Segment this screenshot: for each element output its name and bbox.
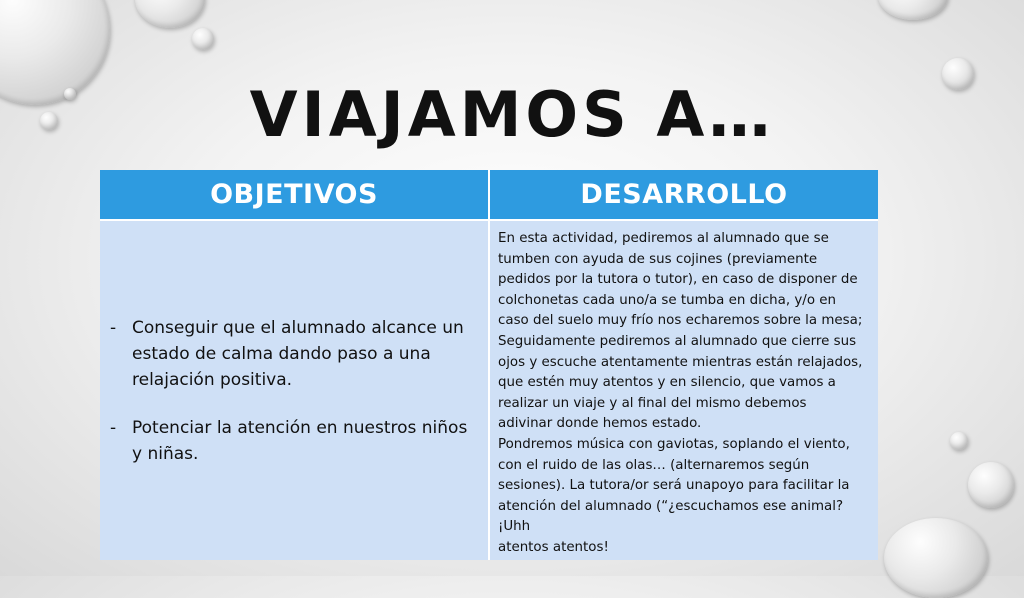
development-cell — [490, 221, 878, 560]
development-line: atentos atentos! — [498, 539, 609, 555]
bullet-dash: - — [110, 317, 117, 338]
water-drop-decoration — [968, 462, 1014, 508]
header-desarrollo: DESARROLLO — [490, 170, 878, 219]
objective-item — [110, 415, 474, 467]
development-line: ojos y escuche atentamente mientras están relajados, — [498, 354, 863, 370]
objectives-cell — [100, 221, 488, 560]
development-line: caso del suelo muy frío nos echaremos sobre la mesa; — [498, 313, 863, 329]
water-drop-decoration — [950, 432, 968, 450]
development-line: realizar un viaje y al final del mismo debemos — [498, 395, 807, 411]
water-drop-decoration — [135, 0, 205, 28]
objective-text: Conseguir que el alumnado alcance un estado de calma dando paso a una relajación positiva. — [132, 317, 464, 390]
water-drop-decoration — [192, 28, 214, 50]
development-line: que estén muy atentos y en silencio, que vamos a — [498, 375, 836, 391]
development-line: atención del alumnado (“¿escuchamos ese animal? ¡Uhh — [498, 498, 844, 535]
water-drop-decoration — [878, 0, 948, 20]
slide-title: VIAJAMOS A… — [249, 78, 775, 151]
development-line: colchonetas cada uno/a se tumba en dicha, y/o en — [498, 292, 836, 308]
objective-item — [110, 315, 474, 393]
content-table — [100, 170, 878, 560]
development-line: sesiones). La tutora/or será unapoyo para facilitar la — [498, 478, 850, 494]
development-line: En esta actividad, pediremos al alumnado que se — [498, 231, 829, 246]
development-line: Pondremos música con gaviotas, soplando el viento, — [498, 436, 850, 452]
development-line: con el ruido de las olas… (alternaremos según — [498, 457, 810, 473]
objective-text: Potenciar la atención en nuestros niños y niñas. — [132, 417, 468, 464]
water-drop-decoration — [884, 518, 988, 598]
header-objetivos: OBJETIVOS — [100, 170, 488, 219]
bullet-dash: - — [110, 417, 117, 438]
development-line: pedidos por la tutora o tutor), en caso de disponer de — [498, 272, 858, 288]
development-line: tumben con ayuda de sus cojines (previamente — [498, 251, 818, 267]
development-line: adivinar donde hemos estado. — [498, 416, 702, 432]
development-line: Seguidamente pediremos al alumnado que cierre sus — [498, 333, 857, 349]
